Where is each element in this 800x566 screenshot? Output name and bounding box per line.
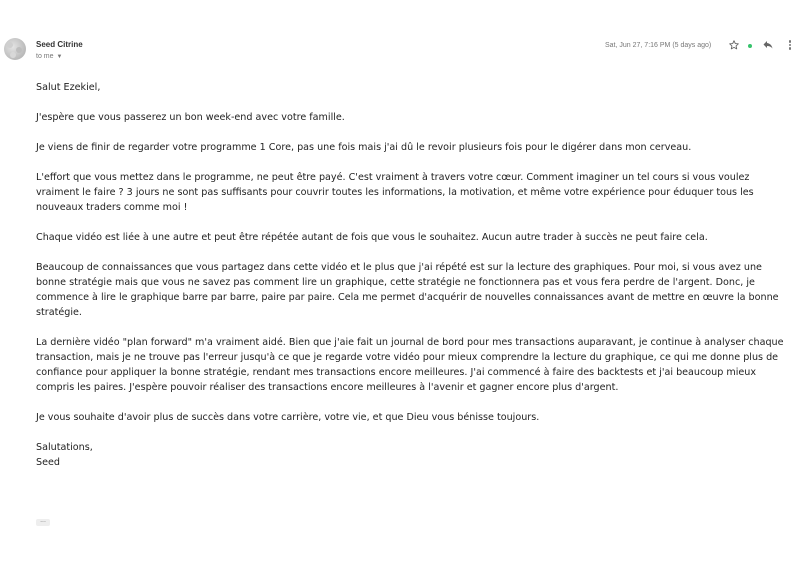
message-paragraph: La dernière vidéo "plan forward" m'a vraiment aidé. Bien que j'aie fait un journal de bord pour mes transactions auparavant, je continue à analyser chaque transaction, mais je ne trouve pas l'erreur jusqu'à ce que je regarde votre vidéo pour mieux comprendre la lecture du graphique, ce qui me donne plus de confiance pour appliquer la bonne stratégie, rendant mes transactions encore meilleures. J'ai commencé à faire des backtests et j'ai beaucoup mieux compris les paires. J'espère pouvoir réaliser des transactions encore meilleures à l'avenir et gagner encore plus d'argent. <box>36 337 784 393</box>
online-dot-icon <box>748 44 752 48</box>
message-date: Sat, Jun 27, 7:16 PM (5 days ago) <box>605 42 712 49</box>
recipient-line <box>36 53 62 60</box>
chevron-down-icon[interactable]: ▼ <box>56 54 63 60</box>
message-paragraph: L'effort que vous mettez dans le programme, ne peut être payé. C'est vraiment à travers votre cœur. Comment imaginer un tel cours si vous voulez vraiment le faire ? 3 jours ne sont pas suffisants pour couvrir toutes les informations, la motivation, et même votre expérience pour éduquer tous les nouveaux traders comme moi ! <box>36 172 754 213</box>
message-paragraph: Je viens de finir de regarder votre programme 1 Core, pas une fois mais j'ai dû le revoir plusieurs fois pour le digérer dans mon cerveau. <box>36 142 692 153</box>
message-signature: Seed <box>36 457 60 468</box>
more-vert-icon[interactable] <box>787 39 793 51</box>
star-icon[interactable] <box>728 39 740 51</box>
message-greeting: Salut Ezekiel, <box>36 82 101 93</box>
reply-icon[interactable] <box>762 39 774 51</box>
message-closing: Salutations, <box>36 442 93 453</box>
sender-name[interactable]: Seed Citrine <box>36 40 83 49</box>
message-paragraph: Chaque vidéo est liée à une autre et peut être répétée autant de fois que vous le souhaitez. Aucun autre trader à succès ne peut faire cela. <box>36 232 708 243</box>
message-paragraph: Je vous souhaite d'avoir plus de succès dans votre carrière, votre vie, et que Dieu vous bénisse toujours. <box>36 412 540 423</box>
message-header <box>0 0 800 70</box>
recipient-label: to me <box>36 53 54 60</box>
message-paragraph: Beaucoup de connaissances que vous partagez dans cette vidéo et le plus que j'ai répété est sur la lecture des graphiques. Pour moi, si vous avez une bonne stratégie mais que vous ne savez pas comment lire un graphique, cette stratégie ne fonctionnera pas et vous fera perdre de l'argent. Donc, je commence à lire le graphique barre par barre, paire par paire. Cela me permet d'acquérir de nouvelles connaissances avant de mettre en œuvre la bonne stratégie. <box>36 262 779 318</box>
message-paragraph: J'espère que vous passerez un bon week-end avec votre famille. <box>36 112 345 123</box>
avatar[interactable] <box>4 38 26 60</box>
message-body <box>36 80 786 470</box>
show-trimmed-content-button[interactable]: ... <box>36 519 50 526</box>
